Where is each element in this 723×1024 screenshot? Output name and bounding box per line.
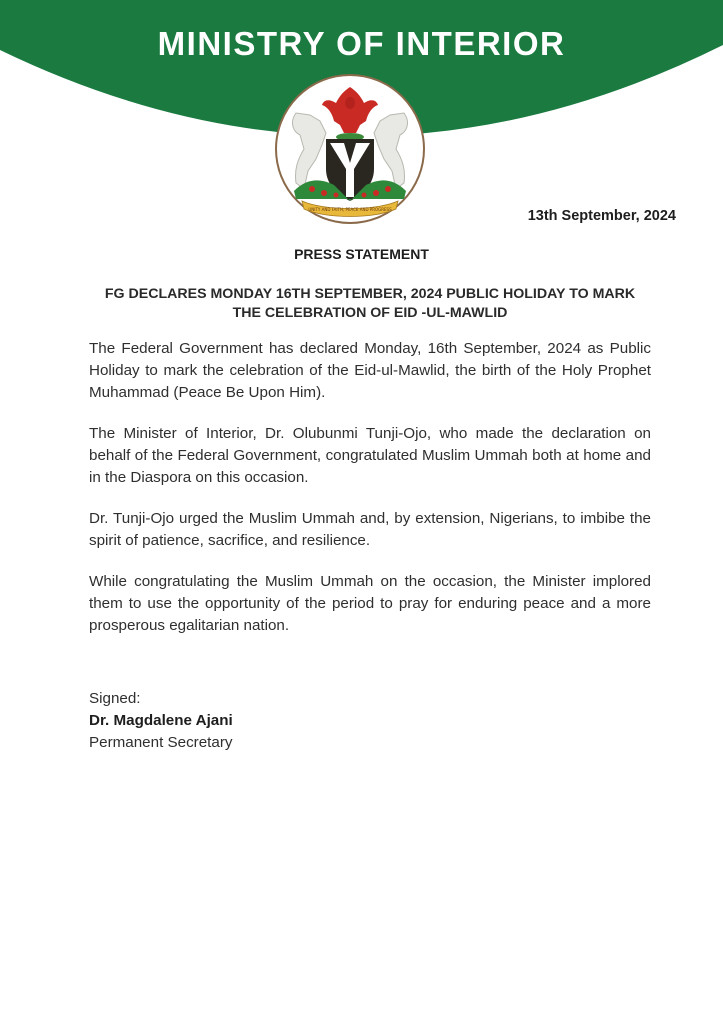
statement-body (89, 338, 651, 656)
paragraph: The Minister of Interior, Dr. Olubunmi Tunji-Ojo, who made the declaration on behalf of the Federal Government, congratulated Muslim Ummah both at home and in the Diaspora on this occasion. (89, 425, 651, 486)
paragraph: Dr. Tunji-Ojo urged the Muslim Ummah and, by extension, Nigerians, to imbibe the spirit of patience, sacrifice, and resilience. (89, 510, 651, 549)
paragraph: While congratulating the Muslim Ummah on the occasion, the Minister implored them to use the opportunity of the period to pray for enduring peace and a more prosperous egalitarian nation. (89, 573, 651, 634)
document-type-label: PRESS STATEMENT (294, 246, 429, 262)
signatory-title: Permanent Secretary (89, 734, 233, 751)
ministry-title: MINISTRY OF INTERIOR (157, 25, 566, 62)
statement-date: 13th September, 2024 (527, 208, 676, 224)
headline: FG DECLARES MONDAY 16TH SEPTEMBER, 2024 PUBLIC HOLIDAY TO MARK THE CELEBRATION OF EID -UL-MAWLID (104, 286, 636, 321)
paragraph: The Federal Government has declared Monday, 16th September, 2024 as Public Holiday to mark the celebration of the Eid-ul-Mawlid, the birth of the Holy Prophet Muhammad (Peace Be Upon Him). (89, 340, 651, 401)
coat-of-arms-icon (274, 73, 426, 225)
svg-text:UNITY AND FAITH, PEACE AND PRO: UNITY AND FAITH, PEACE AND PROGRESS (308, 207, 392, 212)
signed-label: Signed: (89, 690, 141, 707)
signature-block (89, 688, 233, 754)
signatory-name: Dr. Magdalene Ajani (89, 712, 233, 729)
